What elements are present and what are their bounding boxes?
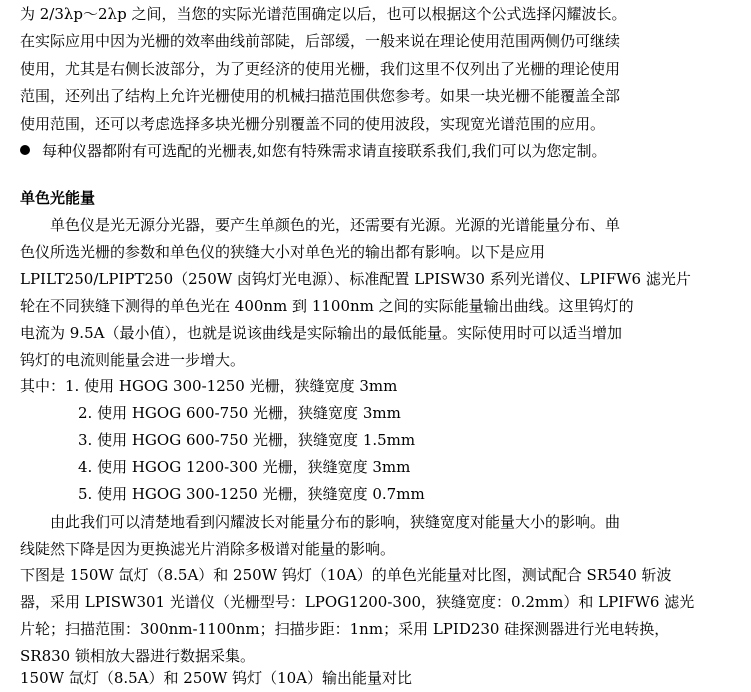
para3-line-1: 由此我们可以清楚地看到闪耀波长对能量分布的影响，狭缝宽度对能量大小的影响。曲	[50, 513, 621, 531]
para1-line-3: 使用，尤其是右侧长波部分，为了更经济的使用光栅，我们这里不仅列出了光栅的理论使用	[20, 60, 621, 78]
list-item-1: 1. 使用 HGOG 300-1250 光栅，狭缝宽度 3mm	[65, 377, 398, 395]
para2-line-6: 钨灯的电流则能量会进一步增大。	[20, 351, 246, 369]
para3-line-2: 线陡然下降是因为更换滤光片消除多极谱对能量的影响。	[20, 540, 396, 558]
list-item-3: 3. 使用 HGOG 600-750 光栅，狭缝宽度 1.5mm	[78, 431, 416, 449]
para1-line-4: 范围，还列出了结构上允许光栅使用的机械扫描范围供您参考。如果一块光栅不能覆盖全部	[20, 87, 621, 105]
bullet-text: 每种仪器都附有可选配的光栅表,如您有特殊需求请直接联系我们,我们可以为您定制。	[42, 142, 607, 160]
list-item-2: 2. 使用 HGOG 600-750 光栅，狭缝宽度 3mm	[78, 404, 401, 422]
para4-line-2: 器，采用 LPISW301 光谱仪（光栅型号：LPOG1200-300，狭缝宽度：0.2mm）和 LPIFW6 滤光	[20, 593, 695, 611]
bullet-dot-icon	[20, 145, 30, 155]
para2-line-1: 单色仪是光无源分光器，要产生单颜色的光，还需要有光源。光源的光谱能量分布、单	[50, 216, 621, 234]
para2-line-3: LPILT250/LPIPT250（250W 卤钨灯光电源）、标准配置 LPISW30 系列光谱仪、LPIFW6 滤光片	[20, 270, 691, 288]
bullet-line	[20, 139, 607, 163]
para1-line-5: 使用范围，还可以考虑选择多块光栅分别覆盖不同的使用波段，实现宽光谱范围的应用。	[20, 115, 606, 133]
para2-line-5: 电流为 9.5A（最小值），也就是说该曲线是实际输出的最低能量。实际使用时可以适当增加	[20, 324, 622, 342]
para1-line-1: 为 2/3λp～2λp 之间，当您的实际光谱范围确定以后，也可以根据这个公式选择闪耀波长。	[20, 5, 627, 23]
para4-line-4: SR830 锁相放大器进行数据采集。	[20, 647, 255, 665]
para4-line-3: 片轮；扫描范围：300nm-1100nm；扫描步距：1nm；采用 LPID230 硅探测器进行光电转换，	[20, 620, 670, 638]
para2-line-2: 色仪所选光栅的参数和单色仪的狭缝大小对单色光的输出都有影响。以下是应用	[20, 243, 546, 261]
list-intro	[20, 374, 397, 398]
section-heading: 单色光能量	[20, 189, 96, 207]
list-intro-label: 其中：	[20, 377, 66, 395]
para4-line-1: 下图是 150W 氙灯（8.5A）和 250W 钨灯（10A）的单色光能量对比图，测试配合 SR540 斩波	[20, 566, 672, 584]
list-item-4: 4. 使用 HGOG 1200-300 光栅，狭缝宽度 3mm	[78, 458, 411, 476]
list-item-5: 5. 使用 HGOG 300-1250 光栅，狭缝宽度 0.7mm	[78, 485, 425, 503]
figure-caption: 150W 氙灯（8.5A）和 250W 钨灯（10A）输出能量对比	[20, 669, 413, 687]
para1-line-2: 在实际应用中因为光栅的效率曲线前部陡，后部缓，一般来说在理论使用范围两侧仍可继续	[20, 32, 621, 50]
para2-line-4: 轮在不同狭缝下测得的单色光在 400nm 到 1100nm 之间的实际能量输出曲线。这里钨灯的	[20, 297, 634, 315]
